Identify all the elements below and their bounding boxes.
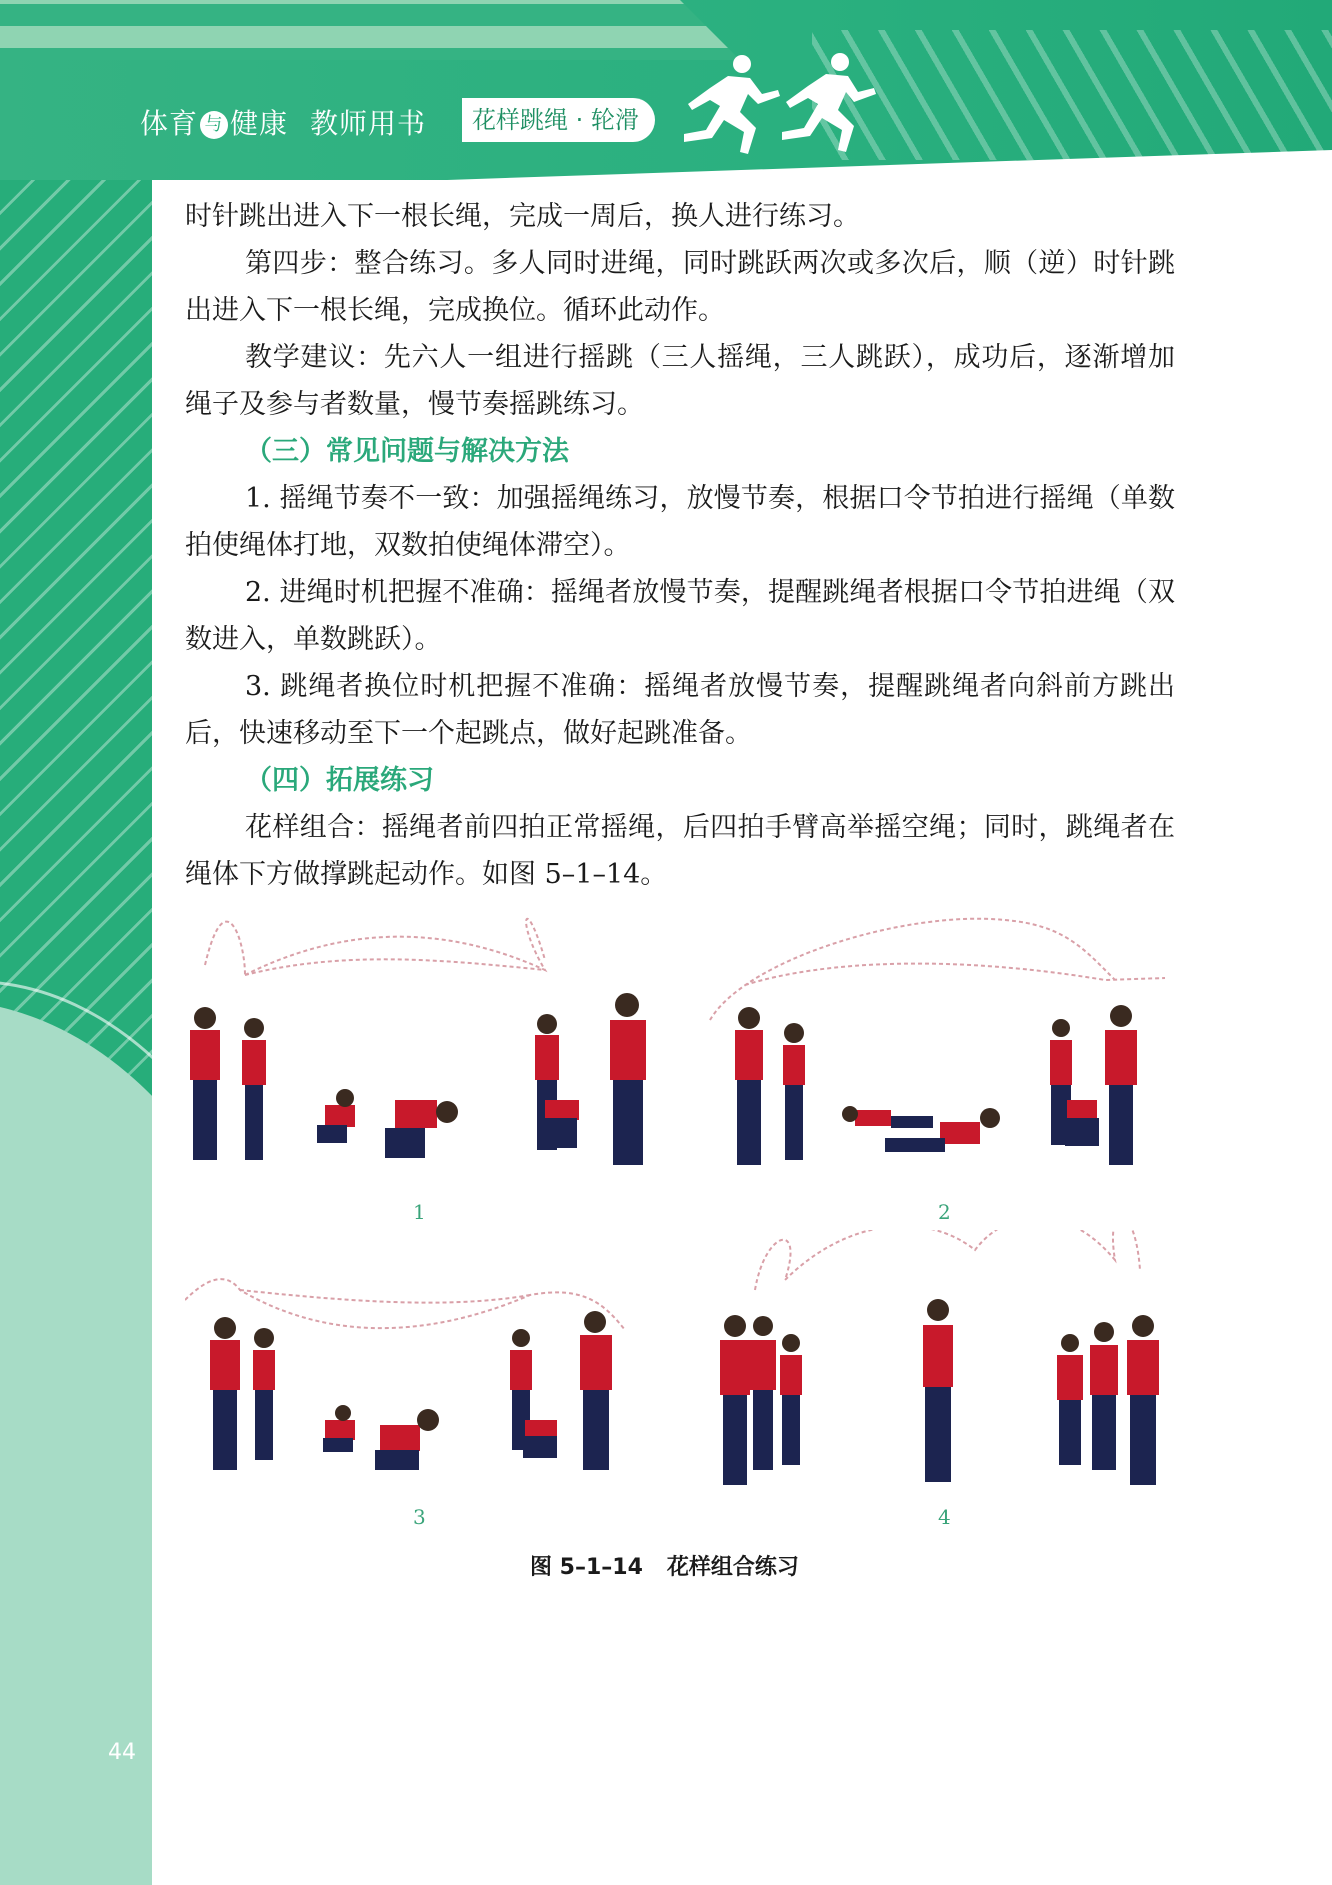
- paragraph: 1. 摇绳节奏不一致：加强摇绳练习，放慢节奏，根据口令节拍进行摇绳（单数拍使绳体打地，双数拍使绳体滞空）。: [185, 483, 1175, 561]
- paragraph: 2. 进绳时机把握不准确：摇绳者放慢节奏，提醒跳绳者根据口令节拍进绳（双数进入，单数跳跃）。: [185, 577, 1175, 655]
- diagonal-stripes: [0, 180, 152, 1080]
- panel-label: 1: [413, 1200, 426, 1224]
- jump-rope-photo: [185, 1230, 665, 1530]
- people-figures: [190, 993, 646, 1165]
- photo-panel-1: [185, 900, 665, 1200]
- left-margin-decoration: [0, 0, 152, 1885]
- book-title: 体育 与 健康 教师用书: [140, 107, 427, 140]
- page-header: [0, 0, 1332, 180]
- people-figures: [735, 1005, 1137, 1165]
- panel-label: 3: [413, 1505, 426, 1529]
- jump-rope-photo: [185, 900, 665, 1200]
- photo-panel-4: [705, 1230, 1185, 1530]
- figure-caption: [530, 1550, 799, 1581]
- paragraph: 教学建议：先六人一组进行摇跳（三人摇绳，三人跳跃），成功后，逐渐增加绳子及参与者数量，慢节奏摇跳练习。: [185, 342, 1175, 420]
- section-heading: （四）拓展练习: [245, 765, 434, 796]
- photo-panel-2: [705, 900, 1185, 1200]
- jump-rope-photo: [705, 900, 1185, 1200]
- section-heading: （三）常见问题与解决方法: [245, 436, 569, 467]
- panel-label: 4: [938, 1505, 951, 1529]
- paragraph: 花样组合：摇绳者前四拍正常摇绳，后四拍手臂高举摇空绳；同时，跳绳者在绳体下方做撑跳起动作。如图 5–1–14。: [185, 812, 1175, 890]
- caption-number: 图 5–1–14: [530, 1555, 643, 1580]
- paragraph: 第四步：整合练习。多人同时进绳，同时跳跃两次或多次后，顺（逆）时针跳出进入下一根长绳，完成换位。循环此动作。: [185, 248, 1175, 326]
- page-number: 44: [108, 1740, 136, 1765]
- panel-label: 2: [938, 1200, 951, 1224]
- paragraph: 时针跳出进入下一根长绳，完成一周后，换人进行练习。: [185, 201, 860, 232]
- people-figures: [210, 1311, 612, 1470]
- figure-5-1-14: [185, 900, 1180, 1550]
- header-chevrons: [812, 30, 1332, 160]
- runners-icon: [670, 50, 880, 160]
- people-figures: [720, 1299, 1159, 1485]
- chapter-tag: 花样跳绳 · 轮滑: [462, 98, 655, 142]
- body-text: [185, 193, 1175, 898]
- photo-panel-3: [185, 1230, 665, 1530]
- title-circle-char: 与: [200, 111, 228, 139]
- caption-title: 花样组合练习: [666, 1555, 799, 1580]
- paragraph: 3. 跳绳者换位时机把握不准确：摇绳者放慢节奏，提醒跳绳者向斜前方跳出后，快速移动至下一个起跳点，做好起跳准备。: [185, 671, 1175, 749]
- jump-rope-photo: [705, 1230, 1185, 1530]
